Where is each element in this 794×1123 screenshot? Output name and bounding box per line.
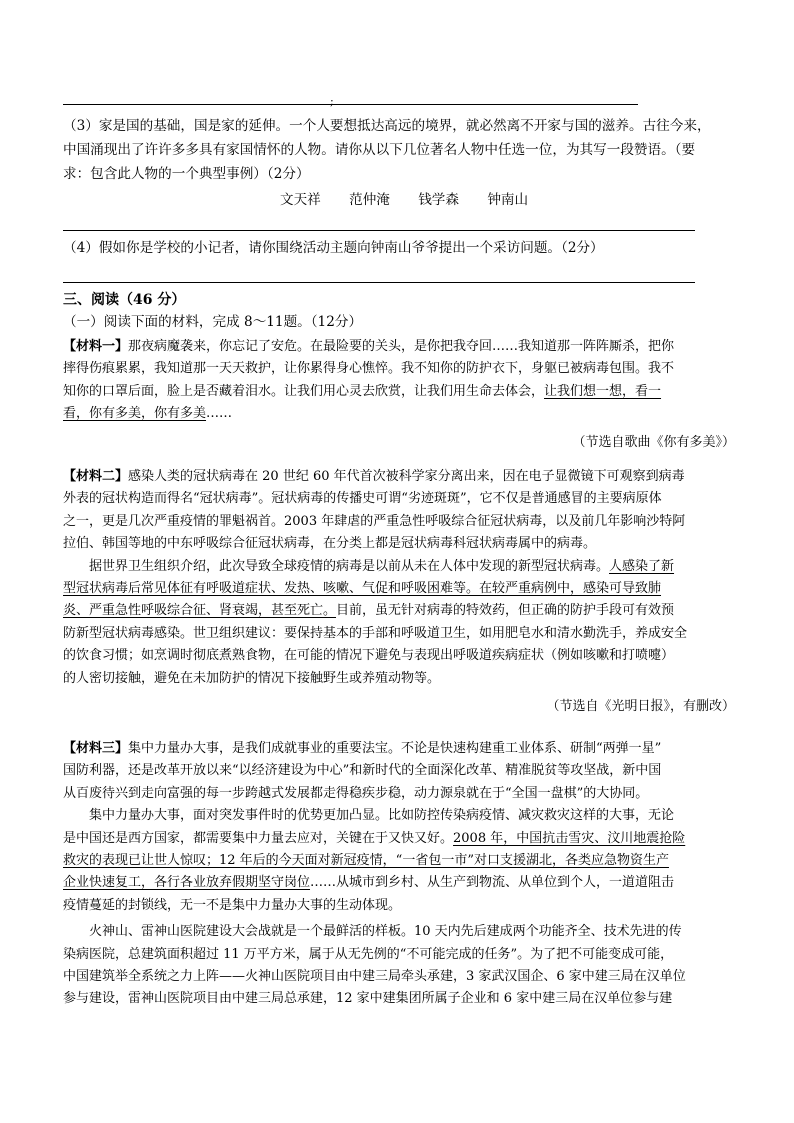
material-1-label: 【材料一】 bbox=[63, 339, 129, 354]
m3-p1-line-1: 集中力量办大事，是我们成就事业的重要法宝。不论是快速构建重工业体系、研制“两弹一星” bbox=[128, 741, 662, 756]
m1-line-4: …… bbox=[206, 406, 233, 422]
q3-line-1: （3）家是国的基础，国是家的延伸。一个人要想抵达高远的境界，就必然离不开家与国的滋养。古往今来， bbox=[63, 118, 711, 134]
m3-p1-line-2: 国防利器，还是改革开放以来“以经济建设为中心”和新时代的全面深化改革、精准脱贫等攻坚战，新中国 bbox=[63, 763, 662, 779]
m2-p2-line-6: 的人密切接触，避免在未加防护的情况下接触野生或养殖动物等。 bbox=[63, 670, 441, 686]
m1-line-3-underlined: 让我们想一想，看一 bbox=[544, 383, 662, 399]
m2-p2-line-3: 目前，虽无针对病毒的特效药，但正确的防护手段可有效预 bbox=[336, 603, 675, 619]
m3-p2-line-5: 疫情蔓延的封锁线，无一不是集中力量办大事的生动体现。 bbox=[63, 897, 402, 913]
m3-p2-line-2-underlined: 2008 年，中国抗击雪灾、汶川地震抢险 bbox=[453, 830, 686, 846]
name-option: 钟南山 bbox=[487, 192, 529, 208]
m1-line-4-underlined: 看，你有多美，你有多美 bbox=[63, 406, 207, 422]
name-option: 文天祥 bbox=[280, 192, 321, 208]
material-1 bbox=[63, 336, 735, 454]
q3-name-options bbox=[268, 190, 540, 210]
q3-answer-line[interactable] bbox=[63, 230, 695, 231]
m1-line-1: 那夜病魔袭来，你忘记了安危。在最险要的关头，是你把我夺回……我知道那一阵阵厮杀，把你 bbox=[128, 339, 675, 354]
q3-line-3: 求：包含此人物的一个典型事例）（2分） bbox=[63, 166, 310, 182]
section-3-subtitle: （一）阅读下面的材料，完成 8～11题。（12分） bbox=[63, 314, 363, 330]
m1-source: （节选自歌曲《你有多美》） bbox=[572, 434, 735, 450]
material-2 bbox=[63, 466, 735, 718]
m2-p2-line-4: 防新型冠状病毒感染。世卫组织建议：要保持基本的手部和呼吸道卫生，如用肥皂水和清水勤洗手，养成安全 bbox=[63, 625, 688, 641]
question-3 bbox=[63, 114, 735, 186]
m2-p1-line-3: 之一，更是几次严重疫情的罪魁祸首。2003 年肆虐的严重急性呼吸综合征冠状病毒，以及前几年影响沙特阿 bbox=[63, 513, 686, 529]
m3-p3-line-1: 火神山、雷神山医院建设大会战就是一个最鲜活的样板。10 天内先后建成两个功能齐全、技术先进的传 bbox=[89, 924, 682, 940]
m2-p2-line-1-underlined: 人感染了新 bbox=[609, 558, 675, 574]
header-mark: ; bbox=[330, 95, 334, 108]
m2-p2-line-3-underlined: 炎、严重急性呼吸综合征、肾衰竭，甚至死亡。 bbox=[63, 603, 337, 619]
m2-p2-line-5: 的饮食习惯；如烹调时彻底煮熟食物，在可能的情况下避免与表现出呼吸道疾病症状（例如咳嗽和打喷嚏） bbox=[63, 648, 675, 664]
m2-p2-line-1: 据世界卫生组织介绍，此次导致全球疫情的病毒是以前从未在人体中发现的新型冠状病毒。 bbox=[89, 558, 610, 574]
m3-p2-line-4-underlined: 企业快速复工，各行各业放弃假期坚守岗位 bbox=[63, 875, 311, 891]
top-rule bbox=[63, 104, 638, 105]
m3-p2-line-1: 集中力量办大事，面对突发事件时的优势更加凸显。比如防控传染病疫情、减灾救灾这样的大事，无论 bbox=[89, 808, 675, 824]
m3-p2-line-4: ……从城市到乡村、从生产到物流、从单位到个人，一道道阻击 bbox=[310, 875, 675, 891]
q4-answer-line[interactable] bbox=[63, 282, 695, 283]
m3-p1-line-3: 从百废待兴到走向富强的每一步跨越式发展都走得稳疾步稳，动力源泉就在于“全国一盘棋”的大协同。 bbox=[63, 785, 649, 801]
m2-p1-line-4: 拉伯、韩国等地的中东呼吸综合征冠状病毒，在分类上都是冠状病毒科冠状病毒属中的病毒。 bbox=[63, 536, 597, 552]
m3-p2-line-2: 是中国还是西方国家，都需要集中力量去应对，关键在于又快又好。 bbox=[63, 830, 454, 846]
section-3-title: 三、阅读（46 分） bbox=[63, 292, 186, 308]
m1-line-3: 知你的口罩后面，脸上是否藏着泪水。让我们用心灵去欣赏，让我们用生命去体会， bbox=[63, 383, 545, 399]
material-3-label: 【材料三】 bbox=[63, 741, 129, 756]
m2-source: （节选自《光明日报》，有删改） bbox=[546, 698, 735, 714]
m2-p1-line-1: 感染人类的冠状病毒在 20 世纪 60 年代首次被科学家分离出来，因在电子显微镜下可观察到病毒 bbox=[128, 469, 685, 484]
m3-p2-line-3-underlined: 救灾的表现已让世人惊叹；12 年后的今天面对新冠疫情，“一省包一市”对口支援湖北，各类应急物资生产 bbox=[63, 852, 669, 868]
m2-p2-line-2-underlined: 型冠状病毒后常见体征有呼吸道症状、发热、咳嗽、气促和呼吸困难等。在较严重病例中，感染可导致肺 bbox=[63, 580, 662, 596]
name-option: 范仲淹 bbox=[349, 192, 390, 208]
m3-p3-line-2: 染病医院，总建筑面积超过 11 万平方米，属于从无先例的“不可能完成的任务”。为了把不可能变成可能， bbox=[63, 946, 674, 962]
m2-p1-line-2: 外表的冠状构造而得名“冠状病毒”。冠状病毒的传播史可谓“劣迹斑斑”，它不仅是普通感冒的主要病原体 bbox=[63, 491, 662, 507]
q3-line-2: 中国涌现出了许许多多具有家国情怀的人物。请你从以下几位著名人物中任选一位，为其写一段赞语。（要 bbox=[63, 142, 696, 158]
m1-line-2: 摔得伤痕累累，我知道那一天天救护，让你累得身心憔悴。我不知你的防护衣下，身躯已被病毒包围。我不 bbox=[63, 361, 675, 377]
material-3 bbox=[63, 738, 735, 1011]
m3-p3-line-4: 参与建设，雷神山医院项目由中建三局总承建，12 家中建集团所属子企业和 6 家中建三局在汉单位参与建 bbox=[63, 991, 673, 1007]
q4-text: （4）假如你是学校的小记者，请你围绕活动主题向钟南山爷爷提出一个采访问题。（2分） bbox=[63, 240, 604, 256]
material-2-label: 【材料二】 bbox=[63, 469, 129, 484]
m3-p3-line-3: 中国建筑举全系统之力上阵——火神山医院项目由中建三局牵头承建，3 家武汉国企、6 家中建三局在汉单位 bbox=[63, 968, 686, 984]
name-option: 钱学森 bbox=[418, 192, 459, 208]
